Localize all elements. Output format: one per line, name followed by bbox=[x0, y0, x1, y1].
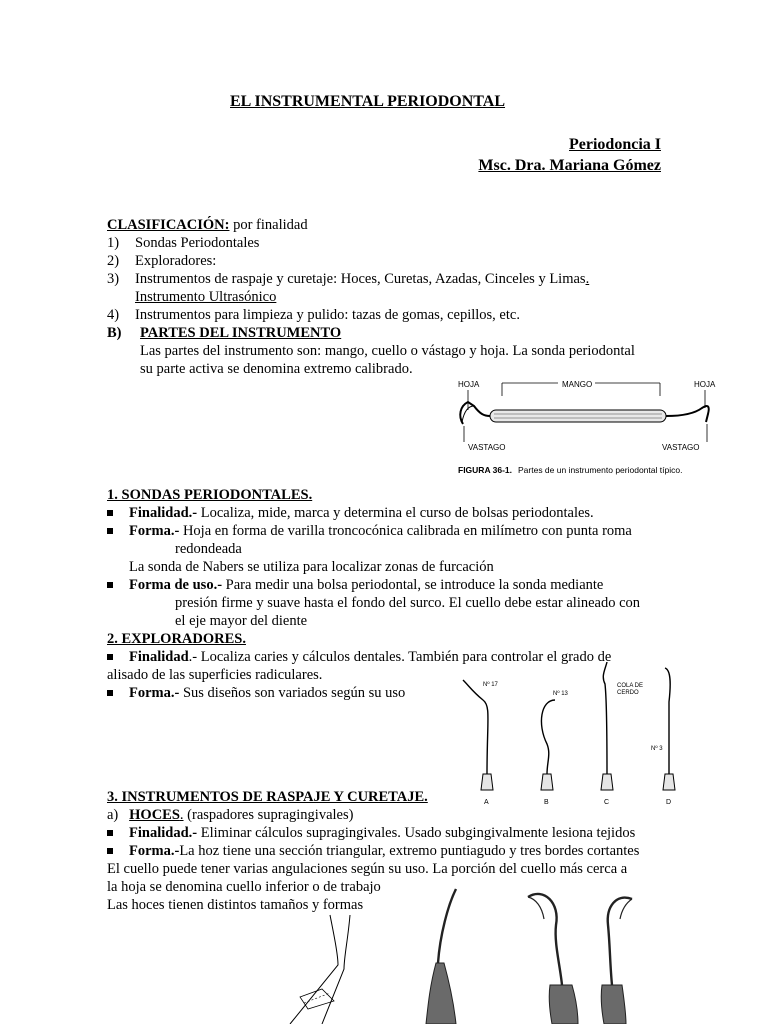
list-item-cont: Instrumento Ultrasónico bbox=[135, 289, 277, 305]
subsection-line: a) HOCES. (raspadores supragingivales) bbox=[107, 807, 354, 823]
list-item-text: Exploradores: bbox=[135, 253, 217, 269]
list-item: 1) bbox=[107, 235, 120, 251]
figure-caption-label: FIGURA 36-1. bbox=[458, 465, 513, 475]
bullet-text: Forma.- Hoja en forma de varilla troncocónica calibrada en milímetro con punta roma bbox=[129, 523, 632, 539]
paragraph-line: la hoja se denomina cuello inferior o de trabajo bbox=[107, 879, 381, 895]
cerdo-label: CERDO bbox=[617, 690, 639, 696]
page-title: EL INSTRUMENTAL PERIODONTAL bbox=[230, 93, 506, 110]
bullet-text: Finalidad.- Eliminar cálculos supragingivales. Usado subgingivalmente lesiona tejidos bbox=[129, 825, 636, 841]
subsection-letter: a) bbox=[107, 807, 119, 823]
paragraph-line: su parte activa se denomina extremo calibrado. bbox=[140, 361, 413, 377]
bullet-icon bbox=[107, 528, 113, 534]
explorers-figure bbox=[455, 662, 695, 810]
list-item: 4) bbox=[107, 307, 120, 323]
list-item-text: Sondas Periodontales bbox=[135, 235, 260, 251]
bullet-icon bbox=[107, 582, 113, 588]
bullet-icon bbox=[107, 848, 113, 854]
bullet-icon bbox=[107, 654, 113, 660]
bullet-line bbox=[107, 576, 113, 594]
bullet-line bbox=[107, 842, 113, 860]
label-c: C bbox=[604, 799, 610, 806]
n17-label: Nº 17 bbox=[483, 682, 498, 688]
author-name: Msc. Dra. Mariana Gómez bbox=[478, 157, 661, 174]
hoja-right-label: HOJA bbox=[694, 380, 716, 389]
label-a: A bbox=[484, 799, 489, 806]
hoces-paren: (raspadores supragingivales) bbox=[187, 807, 354, 823]
bullet-line bbox=[107, 824, 113, 842]
vastago-left-label: VASTAGO bbox=[468, 443, 506, 452]
bullet-text: Forma.-La hoz tiene una sección triangular, extremo puntiagudo y tres bordes cortantes bbox=[129, 843, 640, 859]
bullet-cont: el eje mayor del diente bbox=[175, 613, 308, 629]
hoja-left-label: HOJA bbox=[458, 380, 480, 389]
n13-label: Nº 13 bbox=[553, 691, 568, 697]
bullet-text: Forma.- Sus diseños son variados según su uso bbox=[129, 685, 406, 701]
n3-label: Nº 3 bbox=[651, 746, 663, 752]
bullet-cont: presión firme y suave hasta el fondo del surco. El cuello debe estar alineado con bbox=[175, 595, 641, 611]
course-name: Periodoncia I bbox=[569, 136, 661, 153]
clasificacion-label: CLASIFICACIÓN: bbox=[107, 217, 230, 233]
bullet-cont: redondeada bbox=[175, 541, 242, 557]
clasificacion-text: por finalidad bbox=[233, 217, 308, 233]
bullet-text: Finalidad.- Localiza, mide, marca y determina el curso de bolsas periodontales. bbox=[129, 505, 594, 521]
sickle-scalers-figure bbox=[260, 885, 680, 1024]
mango-label: MANGO bbox=[562, 380, 593, 389]
instrument-parts-figure bbox=[450, 376, 730, 480]
bullet-line bbox=[107, 684, 113, 702]
bullet-line bbox=[107, 522, 113, 540]
paragraph-line: alisado de las superficies radiculares. bbox=[107, 667, 323, 683]
list-item: 3) bbox=[107, 271, 120, 287]
section-heading: 3. INSTRUMENTOS DE RASPAJE Y CURETAJE. bbox=[107, 789, 428, 805]
section-heading: PARTES DEL INSTRUMENTO bbox=[140, 325, 342, 341]
clasificacion-line bbox=[107, 216, 308, 234]
paragraph-line: Las partes del instrumento son: mango, cuello o vástago y hoja. La sonda periodontal bbox=[140, 343, 635, 359]
bullet-line bbox=[107, 504, 113, 522]
list-item: 2) bbox=[107, 253, 120, 269]
label-b: B bbox=[544, 799, 549, 806]
vastago-right-label: VASTAGO bbox=[662, 443, 700, 452]
bullet-icon bbox=[107, 830, 113, 836]
label-d: D bbox=[666, 799, 672, 806]
cola-label: COLA DE bbox=[617, 683, 644, 689]
bullet-icon bbox=[107, 510, 113, 516]
section-heading: 2. EXPLORADORES. bbox=[107, 631, 246, 647]
paragraph-line: La sonda de Nabers se utiliza para localizar zonas de furcación bbox=[129, 559, 494, 575]
bullet-text: Forma de uso.- Para medir una bolsa periodontal, se introduce la sonda mediante bbox=[129, 577, 604, 593]
bullet-text: Finalidad.- Localiza caries y cálculos dentales. También para controlar el grado de bbox=[129, 649, 612, 665]
hoces-label: HOCES bbox=[129, 807, 180, 823]
paragraph-line: El cuello puede tener varias angulaciones según su uso. La porción del cuello más cerca a bbox=[107, 861, 628, 877]
section-letter: B) bbox=[107, 325, 122, 341]
bullet-icon bbox=[107, 690, 113, 696]
figure-caption-text: Partes de un instrumento periodontal típico. bbox=[518, 465, 683, 475]
list-item-text: Instrumentos para limpieza y pulido: tazas de gomas, cepillos, etc. bbox=[135, 307, 520, 323]
section-heading: 1. SONDAS PERIODONTALES. bbox=[107, 487, 313, 503]
list-item-text: Instrumentos de raspaje y curetaje: Hoces, Curetas, Azadas, Cinceles y Limas. bbox=[135, 271, 590, 287]
bullet-line bbox=[107, 648, 113, 666]
paragraph-line: Las hoces tienen distintos tamaños y formas bbox=[107, 897, 364, 913]
